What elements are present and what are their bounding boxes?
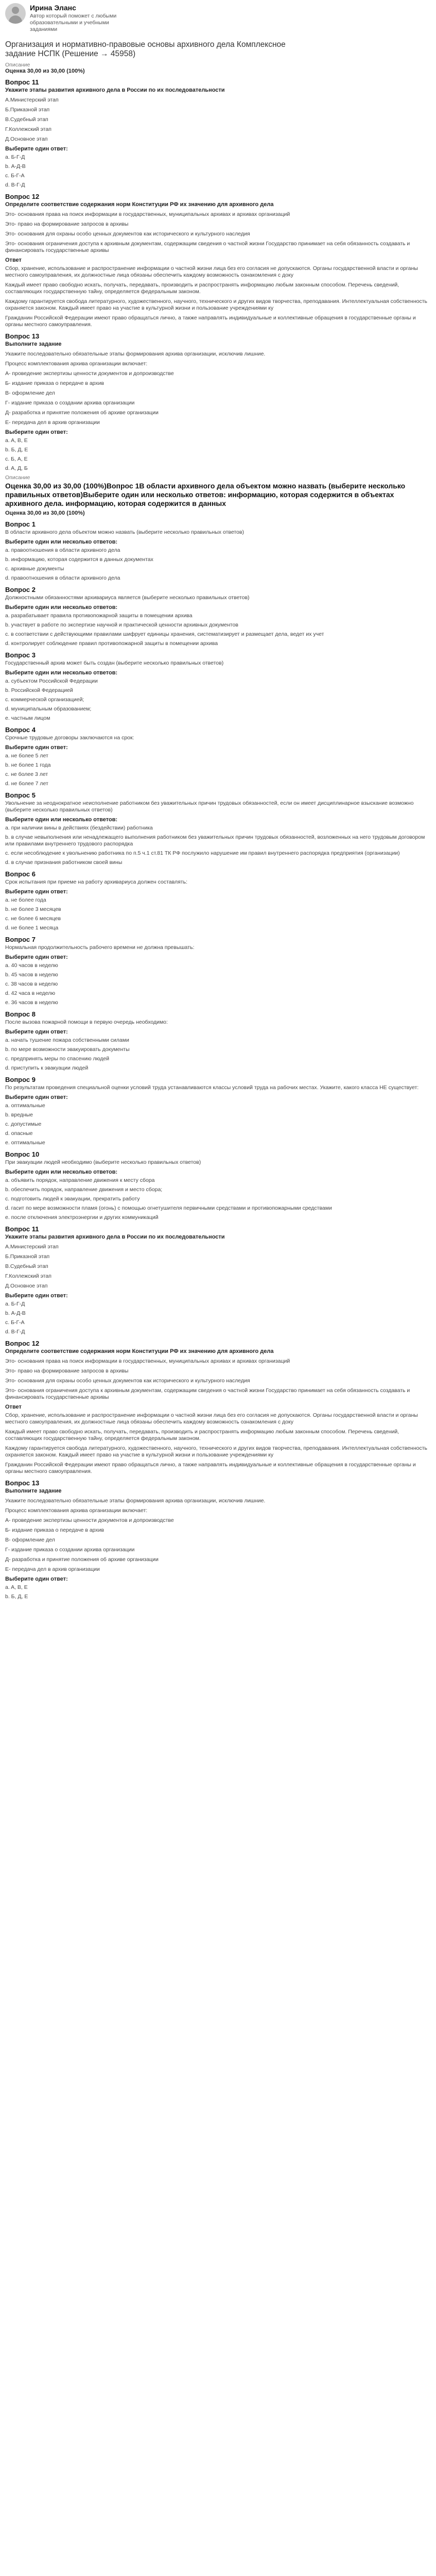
question-item: Это- основания ограничения доступа к архивным документам, содержащим сведения о частной жизни Государство принимает на себя обязанность создавать и финансировать государственные архивы <box>5 1387 410 1400</box>
answer-option: d. В-Г-Д <box>5 182 25 188</box>
author-header <box>5 3 431 39</box>
question-title: Вопрос 9 <box>5 1076 36 1083</box>
question-title: Вопрос 10 <box>5 1150 40 1158</box>
question-7 <box>5 936 431 1006</box>
rating-headline: Оценка 30,00 из 30,00 (100%)Вопрос 1В области архивного дела объектом можно назвать (выберите несколько правильных ответов)Выберите один или несколько ответов: информацию, которая содержится в объектах архивного дела. информацию, которая содержится в данных <box>5 482 406 507</box>
question-13-repeat <box>5 1479 431 1600</box>
answer-option: a. не более 5 лет <box>5 753 48 759</box>
question-title: Вопрос 12 <box>5 193 40 200</box>
question-11 <box>5 78 431 189</box>
choose-label: Выберите один ответ: <box>5 1576 68 1582</box>
question-text: При эвакуации людей необходимо (выберите несколько правильных ответов) <box>5 1159 201 1165</box>
question-title: Вопрос 11 <box>5 1225 39 1233</box>
avatar-body-shape <box>9 15 22 24</box>
question-item: Б.Приказной этап <box>5 1253 50 1260</box>
question-item: Д- разработка и принятие положения об архиве организации <box>5 1556 159 1563</box>
choose-label: Выберите один ответ: <box>5 429 68 435</box>
question-item: Д.Основное этап <box>5 1283 48 1289</box>
answer-option: с. Б-Г-А <box>5 173 25 179</box>
answer-option: с. архивные документы <box>5 566 64 572</box>
question-text: Нормальная продолжительность рабочего времени не должна превышать: <box>5 944 195 951</box>
answer-option: c. Б, A, Е <box>5 456 28 462</box>
answer-option: a. субъектом Российской Федерации <box>5 678 98 684</box>
question-text: Укажите последовательно обязательные этапы формирования архива организации, исключив лишние. <box>5 1498 266 1504</box>
answer-option: а. оптимальные <box>5 1103 45 1109</box>
question-item: Это- основания для охраны особо ценных документов как исторического и культурного наследия <box>5 231 250 237</box>
question-item: Г- издание приказа о создании архива организации <box>5 400 135 406</box>
answer-option: a. не более года <box>5 897 46 903</box>
answer-option: c. коммерческой организацией; <box>5 697 84 703</box>
question-item: Е- передача дел в архив организации <box>5 419 100 426</box>
question-item: А.Министерский этап <box>5 1244 59 1250</box>
answer-option: е. оптимальные <box>5 1140 45 1146</box>
question-item: В- оформление дел <box>5 1537 55 1543</box>
question-process-text: Процесс комплектования архива организации включает: <box>5 361 148 367</box>
question-item: Это- основания права на поиск информации в государственных, муниципальных архивах и архивах организаций <box>5 1358 290 1364</box>
rating-summary: Оценка 30,00 из 30,00 (100%) <box>5 68 85 74</box>
answer-option: b. А-Д-В <box>5 1310 26 1316</box>
answer-option: a. A, B, E <box>5 1584 28 1590</box>
answer-option: d. не более 7 лет <box>5 781 48 787</box>
answer-option: d. гасит по мере возможности пламя (огонь) с помощью огнетушителя первичными средствами и противопожарными средствами <box>5 1205 332 1211</box>
question-item: Е- передача дел в архив организации <box>5 1566 100 1572</box>
question-item: Это- право на формирование запросов в архивы <box>5 221 129 227</box>
question-text: Государственный архив может быть создан (выберите несколько правильных ответов) <box>5 660 224 666</box>
author-info <box>30 3 117 33</box>
answer-option: d. опасные <box>5 1130 33 1137</box>
question-item: Б.Приказной этап <box>5 107 50 113</box>
question-title: Вопрос 1 <box>5 520 36 528</box>
answer-option: с. допустимые <box>5 1121 42 1127</box>
answer-option: b. Б, Д, Е <box>5 1594 28 1600</box>
question-9 <box>5 1076 431 1146</box>
question-item: Г.Коллежский этап <box>5 1273 51 1279</box>
answer-option: b. вредные <box>5 1112 33 1118</box>
question-title: Вопрос 4 <box>5 726 36 734</box>
answer-paragraph: Сбор, хранение, использование и распространение информации о частной жизни лица без его согласия не допускаются. Органы государственной власти и органы местного самоуправления, их должностные лица обязаны обеспечить каждому возможность ознакомления с доку <box>5 265 418 278</box>
answer-option: b. не более 3 месяцев <box>5 906 61 912</box>
question-6 <box>5 870 431 931</box>
question-title: Вопрос 13 <box>5 1479 40 1487</box>
question-2 <box>5 586 431 647</box>
answer-option: c. предпринять меры по спасению людей <box>5 1056 110 1062</box>
question-5 <box>5 791 431 866</box>
answer-option: d. 42 часа в неделю <box>5 990 56 996</box>
answer-option: b. обеспечить порядок, направление движения и место сбора; <box>5 1187 163 1193</box>
question-lead: Выполните задание <box>5 1488 62 1494</box>
answer-paragraph: Гражданин Российской Федерации имеют право обращаться лично, а также направлять индивидуальные и коллективные обращения в государственные органы и органы местного самоуправления. <box>5 1462 416 1475</box>
question-item: В.Судебный этап <box>5 116 48 123</box>
question-title: Вопрос 6 <box>5 870 36 878</box>
answer-paragraph: Сбор, хранение, использование и распространение информации о частной жизни лица без его согласия не допускаются. Органы государственной власти и органы местного самоуправления, их должностные лица обязаны обеспечить каждому возможность ознакомления с доку <box>5 1412 418 1425</box>
question-4 <box>5 726 431 787</box>
question-10 <box>5 1150 431 1221</box>
answer-option: b. по мере возможности эвакуировать документы <box>5 1046 130 1053</box>
choose-label: Выберите один или несколько ответов: <box>5 604 118 611</box>
question-text: Должностными обязанностями архивариуса является (выберите несколько правильных ответов) <box>5 595 250 601</box>
answer-option: а. правоотношения в области архивного дела <box>5 547 120 553</box>
question-item: А- проведение экспертизы ценности документов и допроизводстве <box>5 1517 174 1523</box>
question-process-text: Процесс комплектования архива организации включает: <box>5 1507 148 1514</box>
answer-paragraph: Каждый имеет право свободно искать, получать, передавать, производить и распространять информацию любым законным способом. Перечень сведений, составляющих государственную тайну, определяется федеральным законом. <box>5 1429 399 1442</box>
question-item: Б- издание приказа о передаче в архив <box>5 1527 104 1533</box>
choose-label: Выберите один или несколько ответов: <box>5 539 118 545</box>
answer-paragraph: Каждый имеет право свободно искать, получать, передавать, производить и распространять информацию любым законным способом. Перечень сведений, составляющих государственную тайну, определяется федеральным законом. <box>5 282 399 295</box>
question-item: Это- основания для охраны особо ценных документов как исторического и культурного наследия <box>5 1378 250 1384</box>
question-item: В.Судебный этап <box>5 1263 48 1269</box>
choose-label: Выберите один ответ: <box>5 1094 68 1100</box>
question-title: Вопрос 8 <box>5 1010 36 1018</box>
answer-option: а. объявить порядок, направление движения к месту сбора <box>5 1177 155 1183</box>
choose-label: Выберите один ответ: <box>5 954 68 960</box>
question-item: Д.Основное этап <box>5 136 48 142</box>
question-text: В области архивного дела объектом можно назвать (выберите несколько правильных ответов) <box>5 529 244 535</box>
answer-paragraph: Гражданин Российской Федерации имеют право обращаться лично, а также направлять индивидуальные и коллективные обращения в государственные органы и органы местного самоуправления. <box>5 315 416 328</box>
answer-option: b. А-Д-В <box>5 163 26 170</box>
answer-option: с. Б-Г-А <box>5 1319 25 1326</box>
question-item: Г.Коллежский этап <box>5 126 51 132</box>
question-3 <box>5 651 431 722</box>
answer-option: a. A, B, E <box>5 437 28 444</box>
question-item: Г- издание приказа о создании архива организации <box>5 1547 135 1553</box>
question-title: Вопрос 5 <box>5 791 36 799</box>
answer-option: с. в соответствии с действующими правилами шифрует единицы хранения, систематизирует и размещает дела, ведет их учет <box>5 631 324 637</box>
question-1 <box>5 520 431 582</box>
answer-option: b. участвует в работе по экспертизе научной и практической ценности архивных документов <box>5 622 238 628</box>
answer-option: е. после отключения электроэнергии и других коммуникаций <box>5 1214 159 1221</box>
choose-label: Выберите один ответ: <box>5 744 68 751</box>
choose-label: Выберите один ответ: <box>5 889 68 895</box>
answer-option: а. Б-Г-Д <box>5 1301 25 1307</box>
answer-heading: Ответ <box>5 257 22 263</box>
question-text: Определите соответствие содержания норм Конституции РФ их значению для архивного дела <box>5 201 274 208</box>
question-title: Вопрос 11 <box>5 78 39 86</box>
question-text: Укажите этапы развития архивного дела в России по их последовательности <box>5 1234 225 1240</box>
answer-option: c. 38 часов в неделю <box>5 981 58 987</box>
answer-heading: Ответ <box>5 1404 22 1410</box>
question-title: Вопрос 13 <box>5 332 40 340</box>
choose-label: Выберите один или несколько ответов: <box>5 670 118 676</box>
question-12 <box>5 193 431 328</box>
question-item: Это- основания права на поиск информации в государственных, муниципальных архивах и архивах организаций <box>5 211 290 217</box>
choose-label: Выберите один или несколько ответов: <box>5 1169 118 1175</box>
question-title: Вопрос 7 <box>5 936 36 943</box>
answer-option: b. не более 1 года <box>5 762 51 768</box>
question-text: По результатам проведения специальной оценки условий труда устанавливаются классы условий труда на рабочих местах. Укажите, какого класса НЕ существует: <box>5 1084 419 1091</box>
question-text: Укажите этапы развития архивного дела в России по их последовательности <box>5 87 225 93</box>
answer-option: b. информацию, которая содержится в данных документах <box>5 556 153 563</box>
question-12-repeat <box>5 1340 431 1475</box>
answer-option: а. Б-Г-Д <box>5 154 25 160</box>
answer-option: d. В-Г-Д <box>5 1329 25 1335</box>
answer-option: d. муниципальным образованием; <box>5 706 92 712</box>
answer-option: с. если несоблюдение к увольнению работника по п.5 ч.1 ст.81 ТК РФ послужило нарушение им правил внутреннего распорядка предприятия (организации) <box>5 850 400 856</box>
answer-option: b. Российской Федерацией <box>5 687 73 693</box>
question-text: Укажите последовательно обязательные этапы формирования архива организации, исключив лишние. <box>5 351 266 357</box>
question-8 <box>5 1010 431 1072</box>
answer-option: а. начать тушение пожара собственными силами <box>5 1037 129 1043</box>
question-item: А- проведение экспертизы ценности документов и допроизводстве <box>5 370 174 377</box>
question-title: Вопрос 12 <box>5 1340 40 1347</box>
answer-option: d. контролирует соблюдение правил противопожарной защиты в помещении архива <box>5 640 218 647</box>
answer-option: e. 36 часов в неделю <box>5 999 58 1006</box>
question-item: Это- право на формирование запросов в архивы <box>5 1368 129 1374</box>
description-label: Описание <box>5 474 30 481</box>
question-text: После вызова пожарной помощи в первую очередь необходимо: <box>5 1019 168 1025</box>
question-item: Это- основания ограничения доступа к архивным документам, содержащим сведения о частной жизни Государство принимает на себя обязанность создавать и финансировать государственные архивы <box>5 241 410 253</box>
question-text: Срочные трудовые договоры заключаются на срок: <box>5 735 134 741</box>
question-text: Срок испытания при приеме на работу архивариуса должен составлять: <box>5 879 187 885</box>
answer-option: c. подготовить людей к эвакуации, прекратить работу <box>5 1196 140 1202</box>
choose-label: Выберите один ответ: <box>5 1029 68 1035</box>
question-11-repeat <box>5 1225 431 1335</box>
question-item: Б- издание приказа о передаче в архив <box>5 380 104 386</box>
question-text: Определите соответствие содержания норм Конституции РФ их значению для архивного дела <box>5 1348 274 1354</box>
answer-option: d. в случае признания работником своей вины <box>5 859 123 866</box>
answer-option: c. не более 6 месяцев <box>5 916 61 922</box>
answer-option: d. правоотношения в области архивного дела <box>5 575 120 581</box>
page-title: Организация и нормативно-правовые основы архивного дела Комплексное задание НСПК (Решение → 45958) <box>5 40 286 58</box>
question-item: А.Министерский этап <box>5 97 59 103</box>
author-name[interactable]: Ирина Эланс <box>30 4 76 12</box>
choose-label: Выберите один ответ: <box>5 146 68 152</box>
rating-summary: Оценка 30,00 из 30,00 (100%) <box>5 510 85 516</box>
answer-option: b. в случае невыполнения или ненадлежащего выполнения работником без уважительных причин трудовых обязанностей, возложенных на него трудовым договором или правилами внутреннего трудового распорядка <box>5 834 425 847</box>
answer-option: а. при наличии вины в действиях (бездействии) работника <box>5 825 153 831</box>
question-item: Д- разработка и принятие положения об архиве организации <box>5 410 159 416</box>
question-text: Увольнение за неоднократное неисполнение работником без уважительных причин трудовых обязанностей, если он имеет дисциплинарное взыскание возможно (выберите несколько правильных ответов) <box>5 800 414 813</box>
question-item: В- оформление дел <box>5 390 55 396</box>
choose-label: Выберите один или несколько ответов: <box>5 817 118 823</box>
answer-option: а. разрабатывает правила противопожарной защиты в помещении архива <box>5 613 193 619</box>
author-description: Автор который поможет с любыми образовательными и учебными заданиями <box>30 13 117 32</box>
answer-paragraph: Каждому гарантируется свобода литературного, художественного, научного, технического и других видов творчества, преподавания. Интеллектуальная собственность охраняется законом. Каждый имеет право на участие в культурной жизни и пользование учреждениями ку <box>5 1445 428 1458</box>
question-13 <box>5 332 431 472</box>
description-label: Описание <box>5 62 30 68</box>
answer-option: d. не более 1 месяца <box>5 925 59 931</box>
answer-option: b. Б, Д, Е <box>5 447 28 453</box>
question-title: Вопрос 2 <box>5 586 36 594</box>
answer-option: d. A, Д, Б <box>5 465 28 471</box>
answer-option: e. частным лицом <box>5 715 50 721</box>
choose-label: Выберите один ответ: <box>5 1293 68 1299</box>
question-title: Вопрос 3 <box>5 651 36 659</box>
avatar-head-shape <box>12 7 19 14</box>
answer-option: c. не более 3 лет <box>5 771 48 777</box>
answer-option: d. приступить к эвакуации людей <box>5 1065 89 1071</box>
question-lead: Выполните задание <box>5 341 62 347</box>
avatar[interactable] <box>5 3 26 24</box>
answer-option: a. 40 часов в неделю <box>5 962 58 969</box>
answer-paragraph: Каждому гарантируется свобода литературного, художественного, научного, технического и других видов творчества, преподавания. Интеллектуальная собственность охраняется законом. Каждый имеет право на участие в культурной жизни и пользование учреждениями ку <box>5 298 428 311</box>
answer-option: b. 45 часов в неделю <box>5 972 58 978</box>
